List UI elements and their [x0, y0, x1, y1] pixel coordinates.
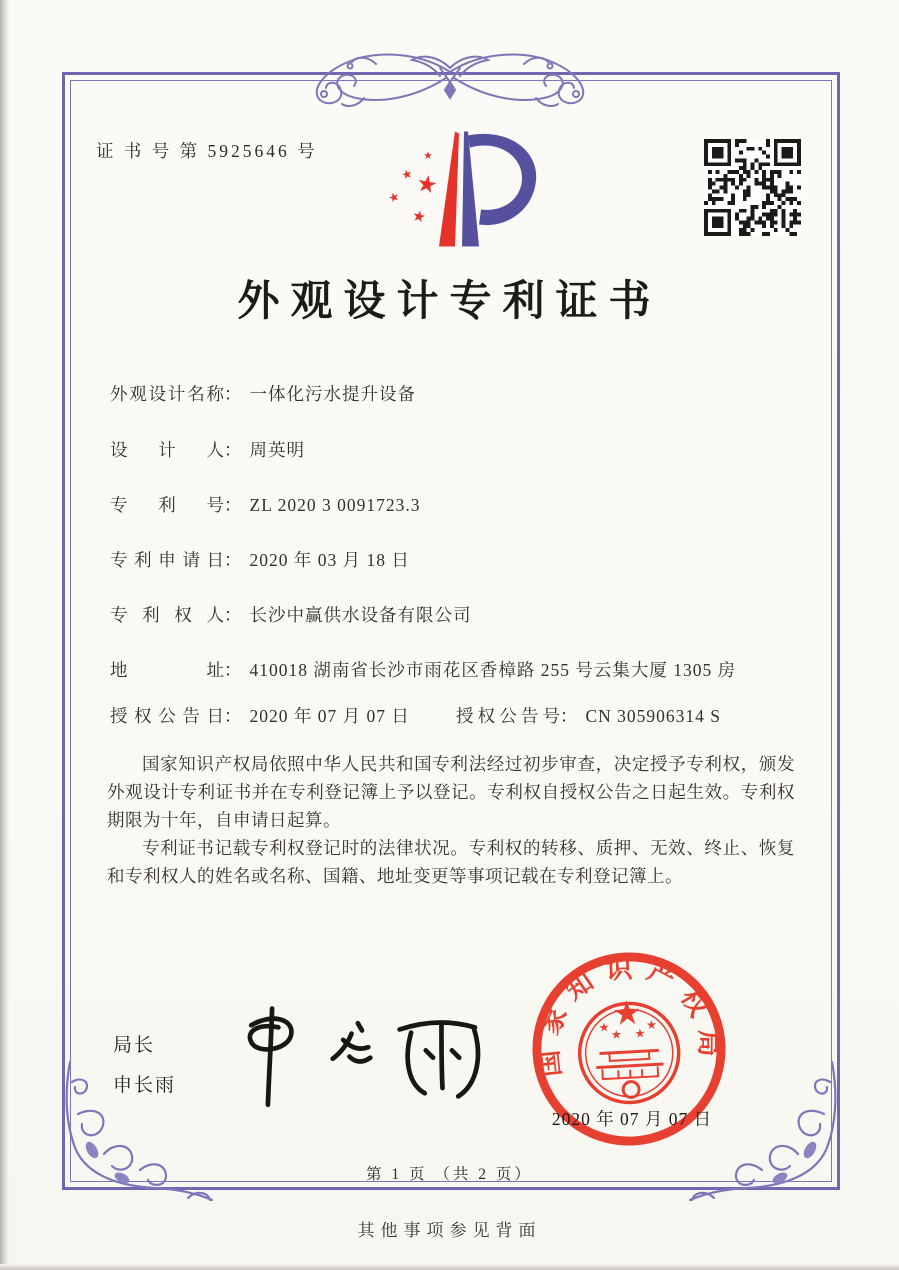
field-row-design-name [110, 381, 810, 407]
seal-date: 2020 年 07 月 07 日 [551, 1109, 713, 1129]
field-label: 专 利 权 人 [110, 605, 224, 625]
field-value: 长沙中赢供水设备有限公司 [249, 605, 472, 625]
field-value: 410018 湖南省长沙市雨花区香樟路 255 号云集大厦 1305 房 [249, 660, 737, 680]
field-colon: ： [224, 706, 242, 726]
field-value: 2020 年 07 月 07 日 [249, 706, 410, 726]
field-row-address [110, 657, 810, 683]
certificate-title: 外观设计专利证书 [237, 279, 662, 325]
field-row-designer [110, 437, 810, 463]
field-row-filing-date [110, 547, 810, 573]
field-value: ZL 2020 3 0091723.3 [249, 495, 421, 515]
director-title: 局长 [113, 1035, 156, 1056]
field-value: 2020 年 03 月 18 日 [249, 550, 410, 570]
field-value: 周英明 [249, 440, 305, 460]
field-colon: ： [224, 440, 242, 460]
qr-code [704, 139, 801, 236]
certificate-number: 证 书 号 第 5925646 号 [96, 141, 318, 161]
field-label: 授权公告号 [456, 706, 560, 726]
field-colon: ： [224, 605, 242, 625]
field-row-patentee [110, 602, 810, 628]
back-note: 其他事项参见背面 [357, 1221, 542, 1240]
field-value: CN 305906314 S [585, 706, 722, 726]
field-value: 一体化污水提升设备 [249, 384, 416, 404]
field-label: 外观设计名称 [110, 384, 224, 404]
field-label: 专利申请日 [110, 550, 224, 570]
field-colon: ： [224, 660, 242, 680]
grant-number-group [456, 703, 721, 728]
field-colon: ： [560, 706, 578, 726]
field-row-patent-no [110, 492, 810, 518]
page-number: 第 1 页 （共 2 页） [366, 1166, 533, 1183]
field-label: 授权公告日 [110, 706, 224, 726]
seal-text: 国家知识产权局 [532, 952, 725, 1079]
body-paragraph: 专利证书记载专利权登记时的法律状况。专利权的转移、质押、无效、终止、恢复和专利权人的姓名或名称、国籍、地址变更等事项记载在专利登记簿上。 [107, 838, 795, 886]
field-label: 设 计 人 [110, 440, 224, 460]
body-paragraph: 国家知识产权局依照中华人民共和国专利法经过初步审查，决定授予专利权，颁发外观设计专利证书并在专利登记簿上予以登记。专利权自授权公告之日起生效。专利权期限为十年，自申请日起算。 [107, 754, 795, 830]
director-signature [222, 996, 502, 1111]
field-row-grant [110, 703, 810, 729]
scan-edge [0, 0, 9, 1270]
field-label: 专 利 号 [110, 495, 224, 515]
field-label: 地 址 [110, 660, 224, 680]
cnipa-logo-icon [378, 126, 548, 256]
legal-text [107, 750, 795, 890]
director-name: 申长雨 [113, 1075, 177, 1096]
national-emblem-icon [577, 998, 681, 1105]
field-colon: ： [224, 495, 242, 515]
field-colon: ： [224, 550, 242, 570]
field-colon: ： [224, 384, 242, 404]
scan-edge [0, 1264, 899, 1270]
